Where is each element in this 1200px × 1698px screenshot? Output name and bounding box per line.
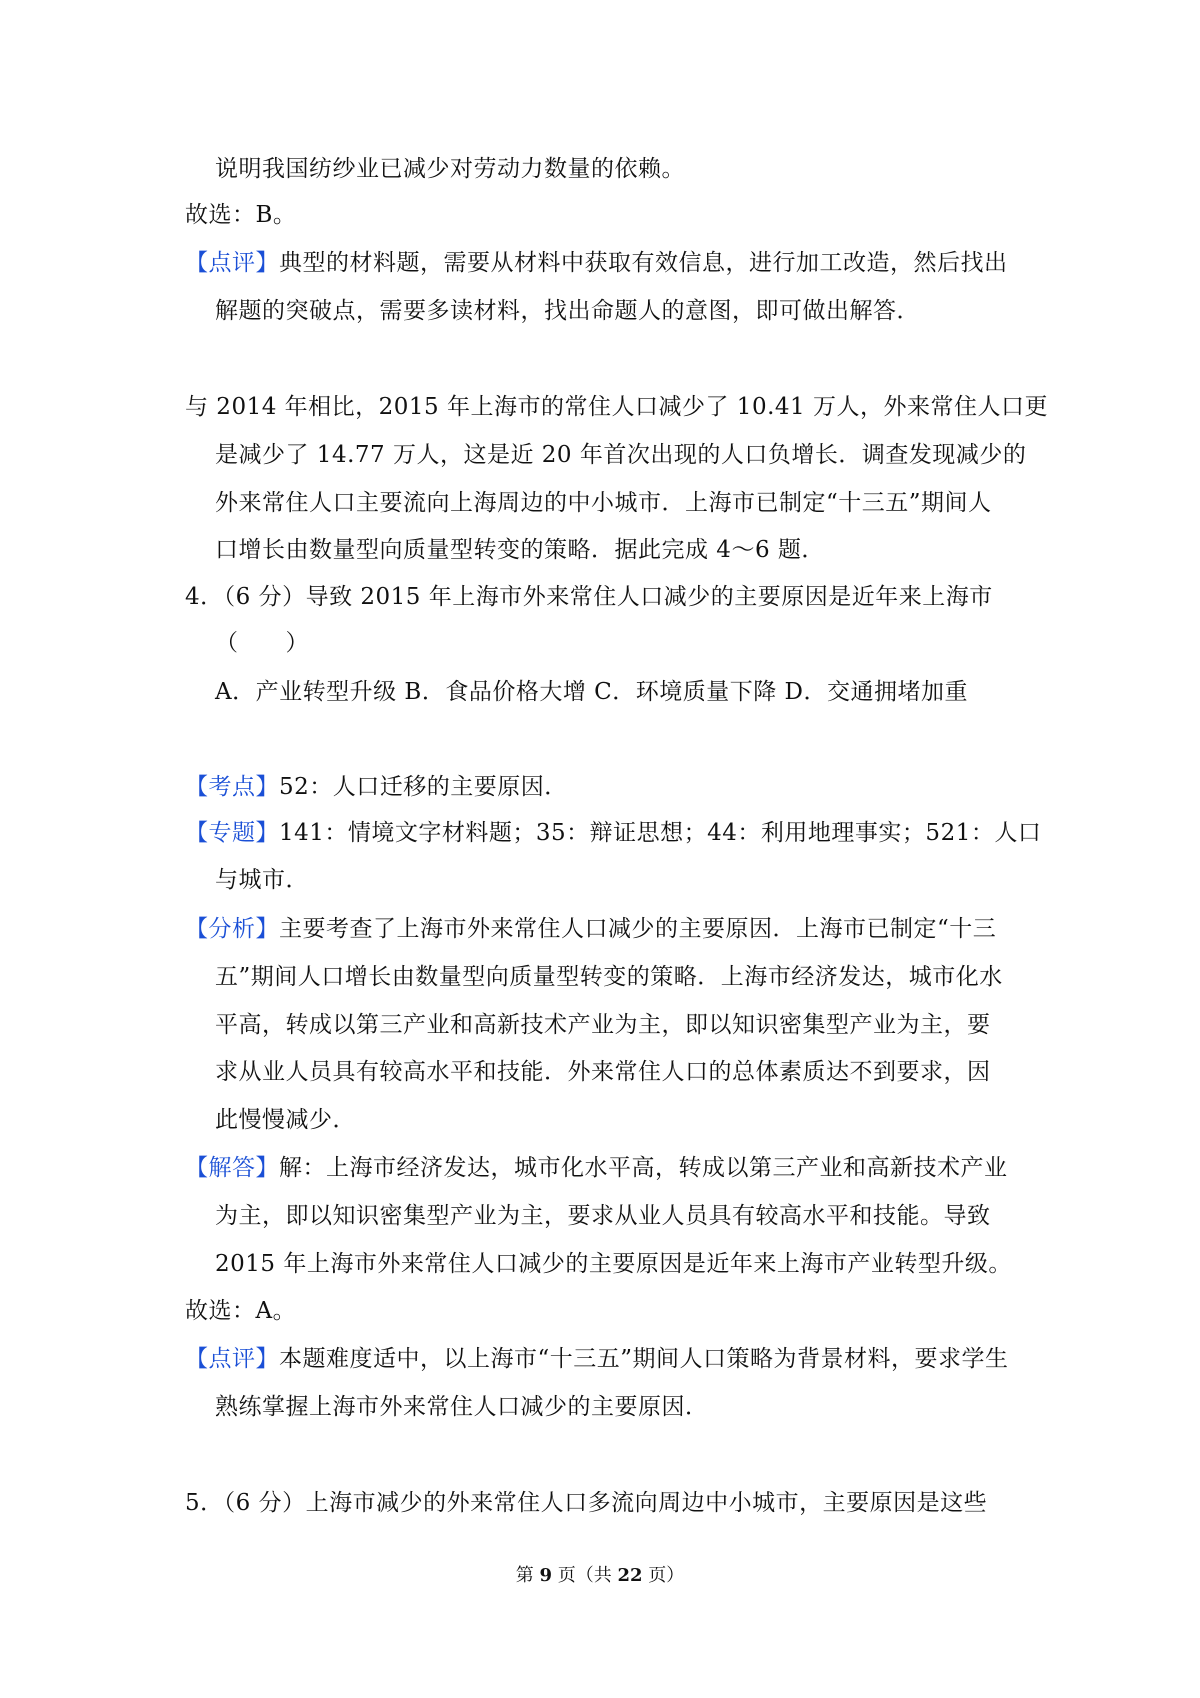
- page-number: 9: [539, 1565, 552, 1586]
- q4-zhuanti-cont: 与城市．: [215, 867, 309, 893]
- comment-tag: 【点评】: [185, 250, 279, 276]
- fenxi-tag: 【分析】: [185, 916, 279, 942]
- page-footer: 第 9 页（共 22 页）: [515, 1565, 685, 1586]
- prev-explanation-line: 说明我国纺纱业已减少对劳动力数量的依赖。: [215, 156, 685, 182]
- fenxi-text: 主要考查了上海市外来常住人口减少的主要原因．上海市已制定“十三: [279, 916, 997, 942]
- dianping-text: 本题难度适中，以上海市“十三五”期间人口策略为背景材料，要求学生: [279, 1346, 1009, 1372]
- q4-fenxi-cont-4: 求从业人员具有较高水平和技能．外来常住人口的总体素质达不到要求，因: [215, 1059, 991, 1085]
- q4-fenxi-cont-5: 此慢慢减少．: [215, 1107, 356, 1133]
- zhuanti-tag: 【专题】: [185, 820, 279, 846]
- kaodian-text: 52：人口迁移的主要原因．: [279, 774, 568, 800]
- dianping-tag: 【点评】: [185, 1346, 279, 1372]
- kaodian-tag: 【考点】: [185, 774, 279, 800]
- q4-answer: 故选：A。: [185, 1298, 297, 1324]
- q4-kaodian: [185, 772, 568, 802]
- q4-fenxi-cont-3: 平高，转成以第三产业和高新技术产业为主，即以知识密集型产业为主，要: [215, 1012, 991, 1038]
- q5-stem: 5．（6 分）上海市减少的外来常住人口多流向周边中小城市，主要原因是这些: [185, 1490, 988, 1516]
- q4-options: A．产业转型升级 B．食品价格大增 C．环境质量下降 D．交通拥堵加重: [215, 679, 968, 705]
- q4-blank: （ ）: [215, 630, 309, 656]
- q4-jieda-cont-3: 2015 年上海市外来常住人口减少的主要原因是近年来上海市产业转型升级。: [215, 1251, 1012, 1277]
- prev-comment: [185, 248, 1008, 278]
- jieda-tag: 【解答】: [185, 1155, 279, 1181]
- q4-stem: 4．（6 分）导致 2015 年上海市外来常住人口减少的主要原因是近年来上海市: [185, 584, 993, 610]
- comment-text: 典型的材料题，需要从材料中获取有效信息，进行加工改造，然后找出: [279, 250, 1008, 276]
- q4-zhuanti: [185, 818, 1041, 848]
- q4-jieda: [185, 1153, 1008, 1183]
- prev-comment-cont: 解题的突破点，需要多读材料，找出命题人的意图，即可做出解答．: [215, 298, 920, 324]
- jieda-text: 解：上海市经济发达，城市化水平高，转成以第三产业和高新技术产业: [279, 1155, 1008, 1181]
- q4-dianping: [185, 1344, 1009, 1374]
- q4-fenxi: [185, 914, 996, 944]
- passage-line-4: 口增长由数量型向质量型转变的策略．据此完成 4～6 题．: [215, 537, 825, 563]
- prev-answer: 故选：B。: [185, 202, 297, 228]
- passage-line-2: 是减少了 14.77 万人，这是近 20 年首次出现的人口负增长．调查发现减少的: [215, 442, 1027, 468]
- q4-fenxi-cont-2: 五”期间人口增长由数量型向质量型转变的策略．上海市经济发达，城市化水: [215, 964, 1003, 990]
- page-total: 22: [617, 1565, 643, 1586]
- q4-dianping-cont: 熟练掌握上海市外来常住人口减少的主要原因．: [215, 1394, 709, 1420]
- passage-line-1: 与 2014 年相比，2015 年上海市的常住人口减少了 10.41 万人，外来常住人口更: [185, 394, 1048, 420]
- zhuanti-text: 141：情境文字材料题；35：辩证思想；44：利用地理事实；521：人口: [279, 820, 1042, 846]
- q4-jieda-cont-2: 为主，即以知识密集型产业为主，要求从业人员具有较高水平和技能。导致: [215, 1203, 991, 1229]
- passage-line-3: 外来常住人口主要流向上海周边的中小城市．上海市已制定“十三五”期间人: [215, 490, 992, 516]
